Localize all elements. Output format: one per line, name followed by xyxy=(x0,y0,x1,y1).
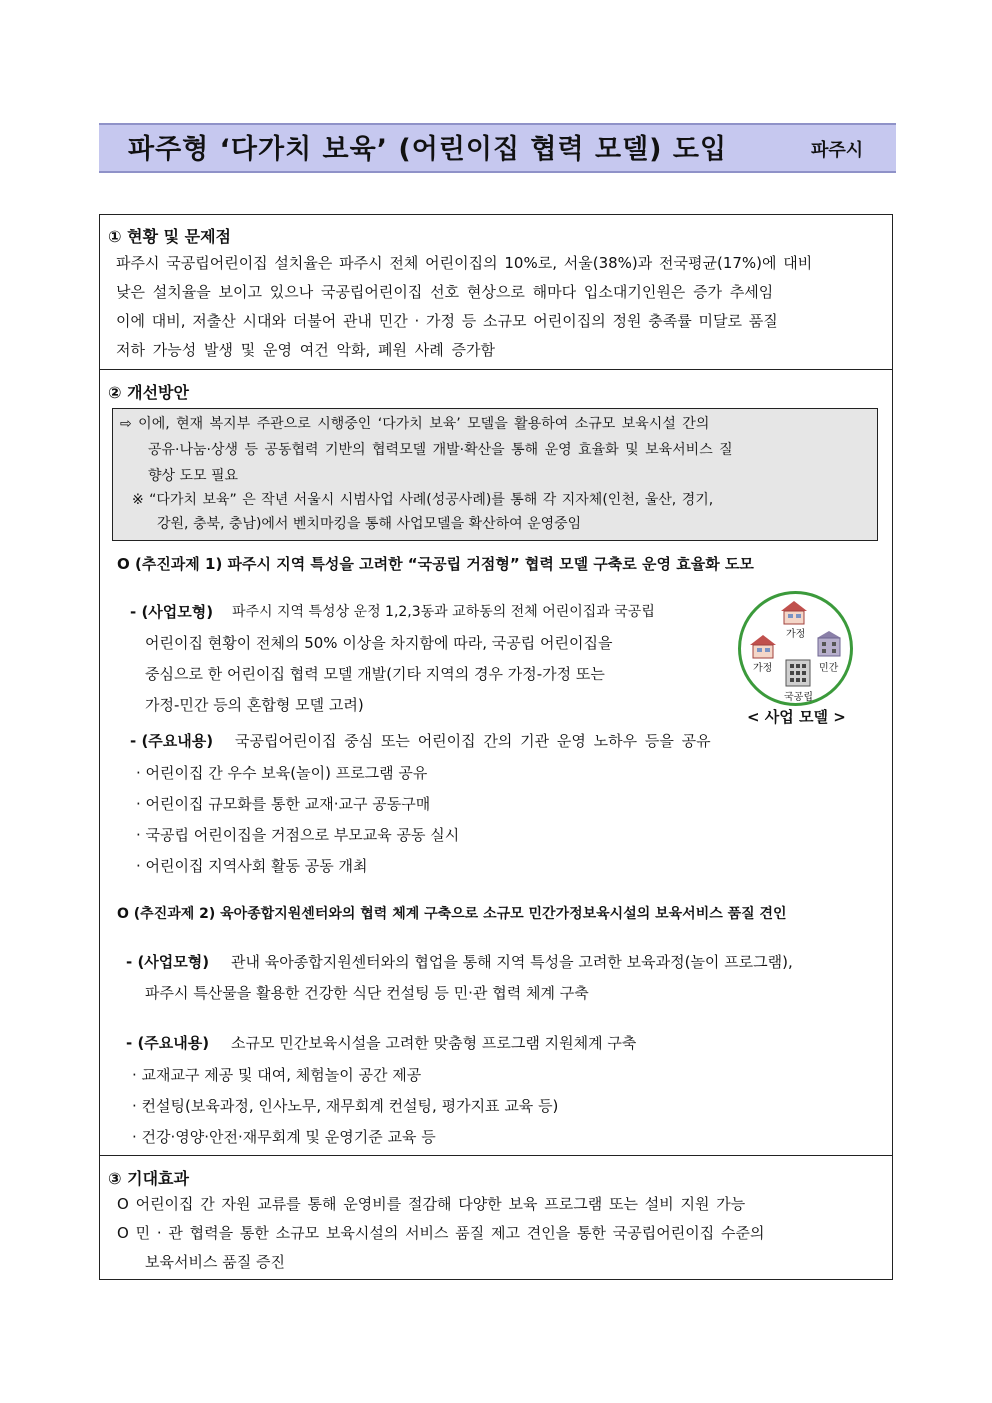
task2-content-label: - (주요내용) xyxy=(126,1034,210,1052)
task2-heading: O (추진과제 2) 육아종합지원센터와의 협력 체계 구축으로 소규모 민간가정보육시설의 보육서비스 품질 견인 xyxy=(117,906,787,922)
section3-item: O 민 · 관 협력을 통한 소규모 보육시설의 서비스 품질 제고 견인을 통한 국공립어린이집 수준의 xyxy=(117,1224,765,1242)
task2-model-line: 파주시 특산물을 활용한 건강한 식단 컨설팅 등 민·관 협력 체계 구축 xyxy=(145,984,589,1002)
section3-item: O 어린이집 간 자원 교류를 통해 운영비를 절감해 다양한 보육 프로그램 또는 설비 지원 가능 xyxy=(117,1195,746,1213)
page-title: 파주형 ‘다가치 보육’ (어린이집 협력 모델) 도입 xyxy=(128,134,728,165)
task1-content-text: 국공립어린이집 중심 또는 어린이집 간의 기관 운영 노하우 등을 공유 xyxy=(235,732,711,750)
task2-model-label: - (사업모형) xyxy=(126,953,210,971)
task1-heading: O (추진과제 1) 파주시 지역 특성을 고려한 “국공립 거점형” 협력 모델 구축로 운영 효율화 도모 xyxy=(117,555,754,573)
task1-bullet: · 어린이집 규모화를 통한 교재·교구 공동구매 xyxy=(136,795,431,813)
section1-line: 파주시 국공립어린이집 설치율은 파주시 전체 어린이집의 10%로, 서울(38%)과 전국평균(17%)에 대비 xyxy=(116,254,813,272)
building-icon xyxy=(815,630,843,658)
summary-note: ※ “다가치 보육” 은 작년 서울시 시범사업 사례(성공사례)를 통해 각 지자체(인천, 울산, 경기, xyxy=(132,492,714,508)
summary-line: ⇨ 이에, 현재 복지부 주관으로 시행중인 ‘다가치 보육’ 모델을 활용하여 소규모 보육시설 간의 xyxy=(120,416,710,432)
public-daycare-icon xyxy=(784,658,812,688)
diagram-label: 가정 xyxy=(786,629,806,640)
task2-content-text: 소규모 민간보육시설을 고려한 맞춤형 프로그램 지원체계 구축 xyxy=(231,1034,637,1052)
summary-line: 공유·나눔·상생 등 공동협력 기반의 협력모델 개발·확산을 통해 운영 효율화 및 보육서비스 질 xyxy=(148,442,733,458)
house-icon xyxy=(779,600,809,626)
section1-line: 낮은 설치율을 보이고 있으나 국공립어린이집 선호 현상으로 해마다 입소대기인원은 증가 추세임 xyxy=(116,283,774,301)
summary-line: 향상 도모 필요 xyxy=(148,468,239,484)
city-label: 파주시 xyxy=(811,140,864,161)
task2-model-line: 관내 육아종합지원센터와의 협업을 통해 지역 특성을 고려한 보육과정(놀이 프로그램), xyxy=(231,953,793,971)
task2-bullet: · 건강·영양·안전·재무회계 및 운영기준 교육 등 xyxy=(132,1128,436,1146)
section3-heading: ③ 기대효과 xyxy=(108,1169,189,1188)
section2-heading: ② 개선방안 xyxy=(108,383,189,402)
task1-model-line: 중심으로 한 어린이집 협력 모델 개발(기타 지역의 경우 가정-가정 또는 xyxy=(145,665,605,683)
diagram-label: 국공립 xyxy=(784,692,813,703)
house-icon xyxy=(748,634,778,660)
task1-content-label: - (주요내용) xyxy=(130,732,214,750)
section-divider-2 xyxy=(99,1155,893,1156)
section3-item: 보육서비스 품질 증진 xyxy=(145,1253,285,1271)
task1-model-label: - (사업모형) xyxy=(130,603,214,621)
diagram-label: 민간 xyxy=(819,663,839,674)
task1-model-line: 가정-민간 등의 혼합형 모델 고려) xyxy=(145,696,364,714)
summary-note: 강원, 충북, 충남)에서 벤치마킹을 통해 사업모델을 확산하여 운영중임 xyxy=(157,516,582,532)
diagram-label: 가정 xyxy=(753,663,773,674)
section1-line: 저하 가능성 발생 및 운영 여건 악화, 폐원 사례 증가함 xyxy=(116,341,495,359)
task1-model-line: 어린이집 현황이 전체의 50% 이상을 차지함에 따라, 국공립 어린이집을 xyxy=(145,634,613,652)
task1-bullet: · 어린이집 간 우수 보육(놀이) 프로그램 공유 xyxy=(136,764,428,782)
task1-bullet: · 국공립 어린이집을 거점으로 부모교육 공동 실시 xyxy=(136,826,460,844)
diagram-caption: < 사업 모델 > xyxy=(747,708,846,726)
section1-heading: ① 현황 및 문제점 xyxy=(108,227,231,246)
section-divider-1 xyxy=(99,369,893,370)
task2-bullet: · 컨설팅(보육과정, 인사노무, 재무회계 컨설팅, 평가지표 교육 등) xyxy=(132,1097,559,1115)
task1-model-line: 파주시 지역 특성상 운정 1,2,3동과 교하동의 전체 어린이집과 국공립 xyxy=(232,604,655,620)
task1-bullet: · 어린이집 지역사회 활동 공동 개최 xyxy=(136,857,368,875)
task2-bullet: · 교재교구 제공 및 대여, 체험놀이 공간 제공 xyxy=(132,1066,422,1084)
section1-line: 이에 대비, 저출산 시대와 더불어 관내 민간 · 가정 등 소규모 어린이집의 정원 충족률 미달로 품질 xyxy=(116,312,778,330)
